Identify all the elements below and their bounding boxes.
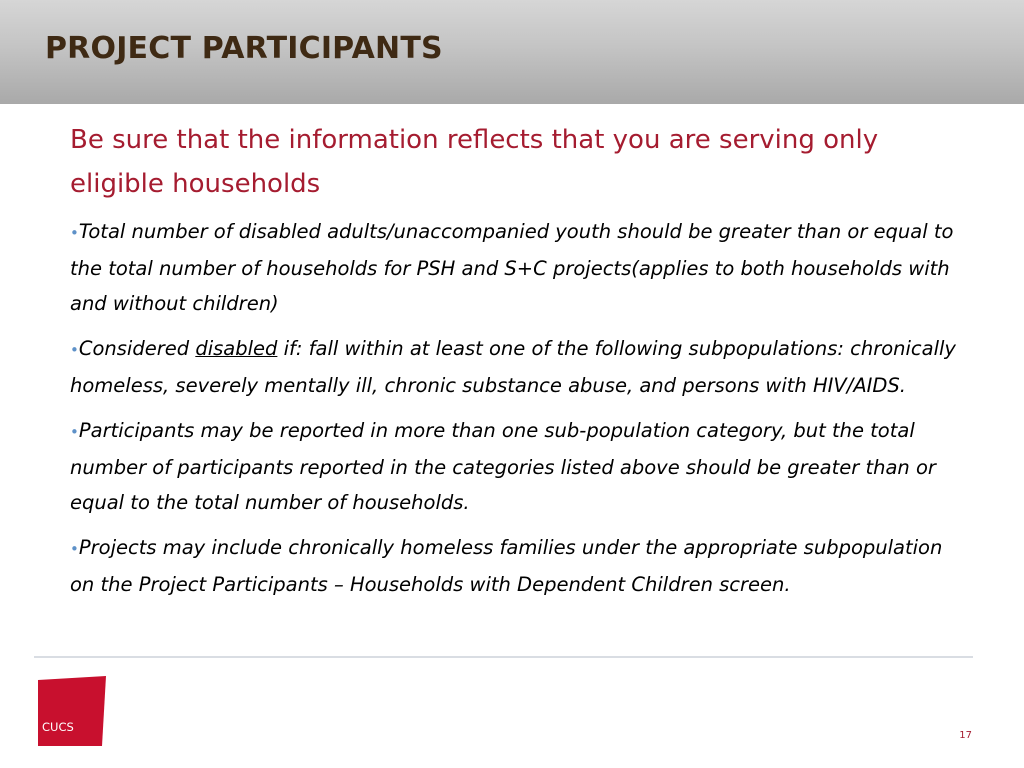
bullet-item-3	[70, 413, 960, 520]
bullet-text-end: if: fall within at least one of the following subpopulations: chronically homeless, severely mentally ill, chronic substance abuse, and persons with HIV/AIDS.	[70, 337, 956, 397]
logo-shape	[38, 676, 106, 746]
bullet-text: Total number of disabled adults/unaccompanied youth should be greater than or equal to the total number of households for PSH and S+C projects(applies to both households with and without children)	[70, 220, 954, 315]
cucs-logo	[38, 676, 106, 746]
title-bar	[0, 0, 1024, 104]
bullet-text-start: Considered	[78, 337, 196, 360]
page-number: 17	[959, 730, 972, 741]
bullet-icon: •	[70, 540, 79, 558]
bullet-item-1	[70, 214, 960, 321]
cucs-logo-icon	[38, 676, 106, 746]
bullet-item-2	[70, 331, 960, 403]
slide-body	[70, 118, 960, 612]
bullet-icon: •	[70, 423, 79, 441]
slide-title: PROJECT PARTICIPANTS	[45, 31, 443, 66]
underlined-term: disabled	[195, 337, 278, 360]
bullet-text: Participants may be reported in more than one sub-population category, but the total number of participants reported in the categories listed above should be greater than or equal to the total number of households.	[70, 419, 936, 514]
bullet-text: Projects may include chronically homeless families under the appropriate subpopulation on the Project Participants – Households with Dependent Children screen.	[70, 536, 943, 596]
bullet-icon: •	[70, 224, 79, 242]
bullet-item-4	[70, 530, 960, 602]
bullet-icon: •	[70, 341, 79, 359]
footer-divider	[34, 656, 973, 658]
slide-subtitle: Be sure that the information reflects that you are serving only eligible households	[70, 125, 879, 199]
logo-text: CUCS	[42, 720, 74, 734]
